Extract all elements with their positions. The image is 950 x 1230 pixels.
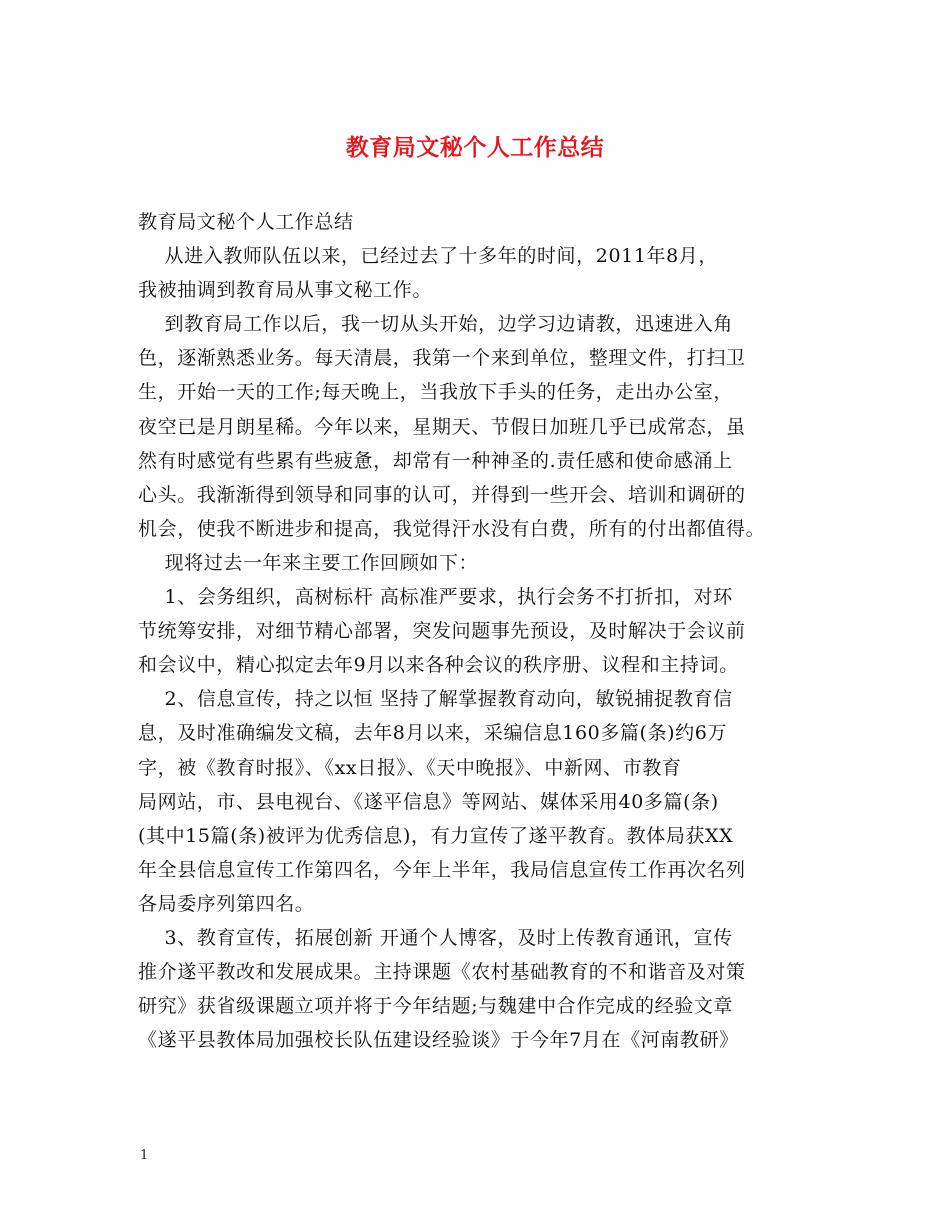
body-line: (其中15篇(条)被评为优秀信息)，有力宣传了遂平教育。教体局获XX	[138, 824, 734, 847]
body-line: 我被抽调到教育局从事文秘工作。	[138, 279, 433, 302]
body-line: 夜空已是月朗星稀。今年以来，星期天、节假日加班几乎已成常态，虽	[138, 415, 746, 438]
body-line: 然有时感觉有些累有些疲惫，却常有一种神圣的.责任感和使命感涌上	[138, 449, 733, 472]
document-body	[138, 205, 828, 1057]
body-line: 年全县信息宣传工作第四名，今年上半年，我局信息宣传工作再次名列	[138, 858, 746, 881]
body-line: 教育局文秘个人工作总结	[138, 211, 354, 233]
body-line: 局网站，市、县电视台、《遂平信息》等网站、媒体采用40多篇(条)	[138, 790, 719, 813]
body-line: 现将过去一年来主要工作回顾如下：	[138, 551, 479, 574]
body-line: 生，开始一天的工作;每天晚上，当我放下手头的任务，走出办公室，	[138, 381, 734, 404]
body-line: 息，及时准确编发文稿，去年8月以来，采编信息160多篇(条)约6万	[138, 722, 728, 745]
body-line: 字，被《教育时报》、《xx日报》、《天中晚报》、中新网、市教育	[138, 756, 682, 779]
body-line: 各局委序列第四名。	[138, 892, 315, 915]
body-line: 色，逐渐熟悉业务。每天清晨，我第一个来到单位，整理文件，打扫卫	[138, 347, 746, 370]
body-line: 推介遂平教改和发展成果。主持课题《农村基础教育的不和谐音及对策	[138, 961, 746, 984]
body-line: 机会，使我不断进步和提高，我觉得汗水没有白费，所有的付出都值得。	[138, 517, 766, 540]
body-line: 2、信息宣传，持之以恒 坚持了解掌握教育动向，敏锐捕捉教育信	[138, 688, 733, 711]
body-line: 节统筹安排，对细节精心部署，突发问题事先预设，及时解决于会议前	[138, 620, 746, 643]
body-line: 和会议中，精心拟定去年9月以来各种会议的秩序册、议程和主持词。	[138, 654, 739, 677]
body-line: 3、教育宣传，拓展创新 开通个人博客，及时上传教育通讯，宣传	[138, 926, 733, 949]
body-line: 1、会务组织，高树标杆 高标准严要求，执行会务不打折扣，对环	[138, 586, 733, 609]
body-line: 《遂平县教体局加强校长队伍建设经验谈》于今年7月在《河南教研》	[138, 1029, 739, 1052]
body-line: 到教育局工作以后，我一切从头开始，边学习边请教，迅速进入角	[138, 313, 733, 336]
body-line: 从进入教师队伍以来，已经过去了十多年的时间，2011年8月，	[138, 245, 719, 268]
page-number: 1	[140, 1148, 149, 1163]
body-line: 心头。我渐渐得到领导和同事的认可，并得到一些开会、培训和调研的	[138, 483, 746, 506]
body-line: 研究》获省级课题立项并将于今年结题;与魏建中合作完成的经验文章	[138, 995, 734, 1018]
document-title: 教育局文秘个人工作总结	[345, 134, 605, 161]
